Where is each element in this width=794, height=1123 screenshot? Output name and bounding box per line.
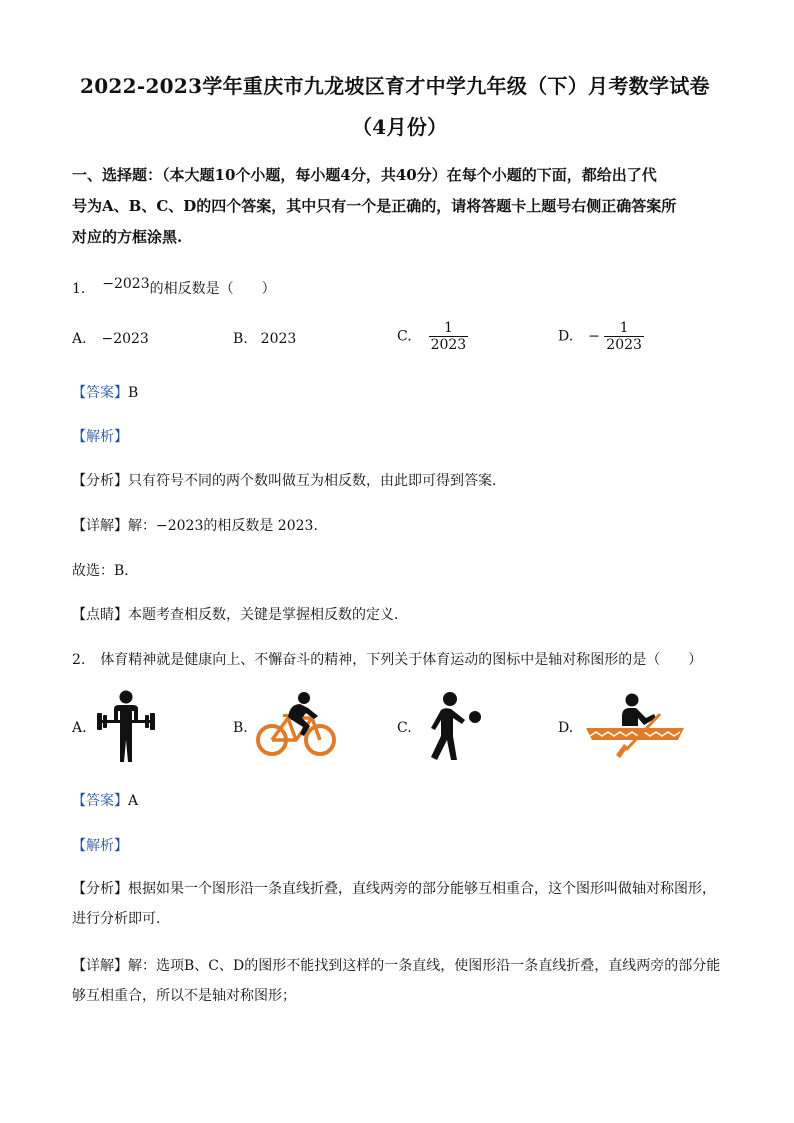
- option-label: C.: [397, 328, 412, 345]
- xiangjie-text: 解：−2023的相反数是 2023．: [128, 518, 328, 534]
- fenxi-line: [72, 470, 506, 490]
- fenxi-tag: 【分析】: [72, 881, 128, 897]
- question-1: [72, 278, 276, 298]
- option-value: 2023: [260, 331, 297, 347]
- answer-tag: 【答案】: [72, 385, 128, 401]
- analysis-tag: 【解析】: [72, 429, 128, 445]
- option-label: D.: [558, 328, 574, 345]
- section-header-line2: 号为A、B、C、D的四个答案，其中只有一个是正确的，请将答题卡上题号右侧正确答案所: [72, 197, 677, 215]
- page-subtitle: （4月份）: [352, 115, 448, 139]
- xiangjie-line: [72, 515, 327, 535]
- answer-line: [72, 382, 138, 402]
- fraction: [429, 320, 469, 353]
- analysis-tag-2: 【解析】: [72, 838, 128, 854]
- xiangjie-tag: 【详解】: [72, 958, 128, 974]
- fraction: [604, 320, 644, 353]
- option-b-label: B.: [233, 720, 248, 736]
- answer-line-2: [72, 790, 138, 810]
- answer-value: B: [128, 385, 139, 401]
- dianjing-text: 本题考查相反数，关键是掌握相反数的定义．: [128, 607, 408, 623]
- fenxi-text: 根据如果一个图形沿一条直线折叠，直线两旁的部分能够互相重合，这个图形叫做轴对称图形，: [128, 881, 716, 897]
- dianjing-line: [72, 604, 408, 624]
- weightlifting-icon: [94, 688, 158, 764]
- section-header-line3: 对应的方框涂黑.: [72, 228, 183, 246]
- negative-sign: −: [588, 328, 600, 345]
- option-value: −2023: [101, 331, 149, 347]
- option-a-label: A.: [72, 720, 87, 736]
- section-header-line1: 一、选择题：（本大题10个小题，每小题4分，共40分）在每个小题的下面，都给出了代: [72, 166, 657, 184]
- cycling-icon: [252, 690, 342, 760]
- fraction-denominator: 2023: [430, 337, 467, 354]
- option-c-label: C.: [397, 720, 412, 736]
- question-expression: −2023: [102, 276, 150, 292]
- fenxi-line-2: [72, 878, 716, 898]
- answer-value: A: [128, 793, 139, 809]
- question-number: 1.: [72, 281, 86, 297]
- xiangjie-text: 解：选项B、C、D的图形不能找到这样的一条直线，使图形沿一条直线折叠，直线两旁的部分能: [128, 958, 721, 974]
- question-stem: 的相反数是（ ）: [149, 281, 276, 297]
- option-b: [233, 331, 296, 347]
- fenxi-text: 只有符号不同的两个数叫做互为相反数，由此即可得到答案．: [128, 473, 506, 489]
- xiangjie-line-2b: 够互相重合，所以不是轴对称图形；: [72, 988, 296, 1004]
- question-number: 2.: [72, 652, 86, 668]
- option-d: [558, 320, 644, 353]
- xiangjie-line-2: [72, 955, 720, 975]
- option-label: B.: [233, 331, 248, 347]
- fraction-numerator: 1: [429, 320, 469, 337]
- xiangjie-tag: 【详解】: [72, 518, 128, 534]
- fenxi-line-2b: 进行分析即可．: [72, 911, 170, 927]
- question-stem: 体育精神就是健康向上、不懈奋斗的精神，下列关于体育运动的图标中是轴对称图形的是（ ）: [100, 652, 703, 668]
- fraction-numerator: 1: [604, 320, 644, 337]
- fenxi-tag: 【分析】: [72, 473, 128, 489]
- volleyball-icon: [417, 690, 487, 762]
- conclusion-line: 故选：B．: [72, 563, 139, 579]
- option-d-label: D.: [558, 720, 574, 736]
- fraction-denominator: 2023: [606, 337, 642, 354]
- option-c: [397, 320, 468, 353]
- question-2: [72, 649, 702, 669]
- answer-tag: 【答案】: [72, 793, 128, 809]
- page-title: 2022-2023学年重庆市九龙坡区育才中学九年级（下）月考数学试卷: [80, 74, 710, 98]
- option-a: [72, 331, 149, 347]
- dianjing-tag: 【点睛】: [72, 607, 128, 623]
- option-label: A.: [72, 331, 87, 347]
- rowing-icon: [584, 692, 688, 760]
